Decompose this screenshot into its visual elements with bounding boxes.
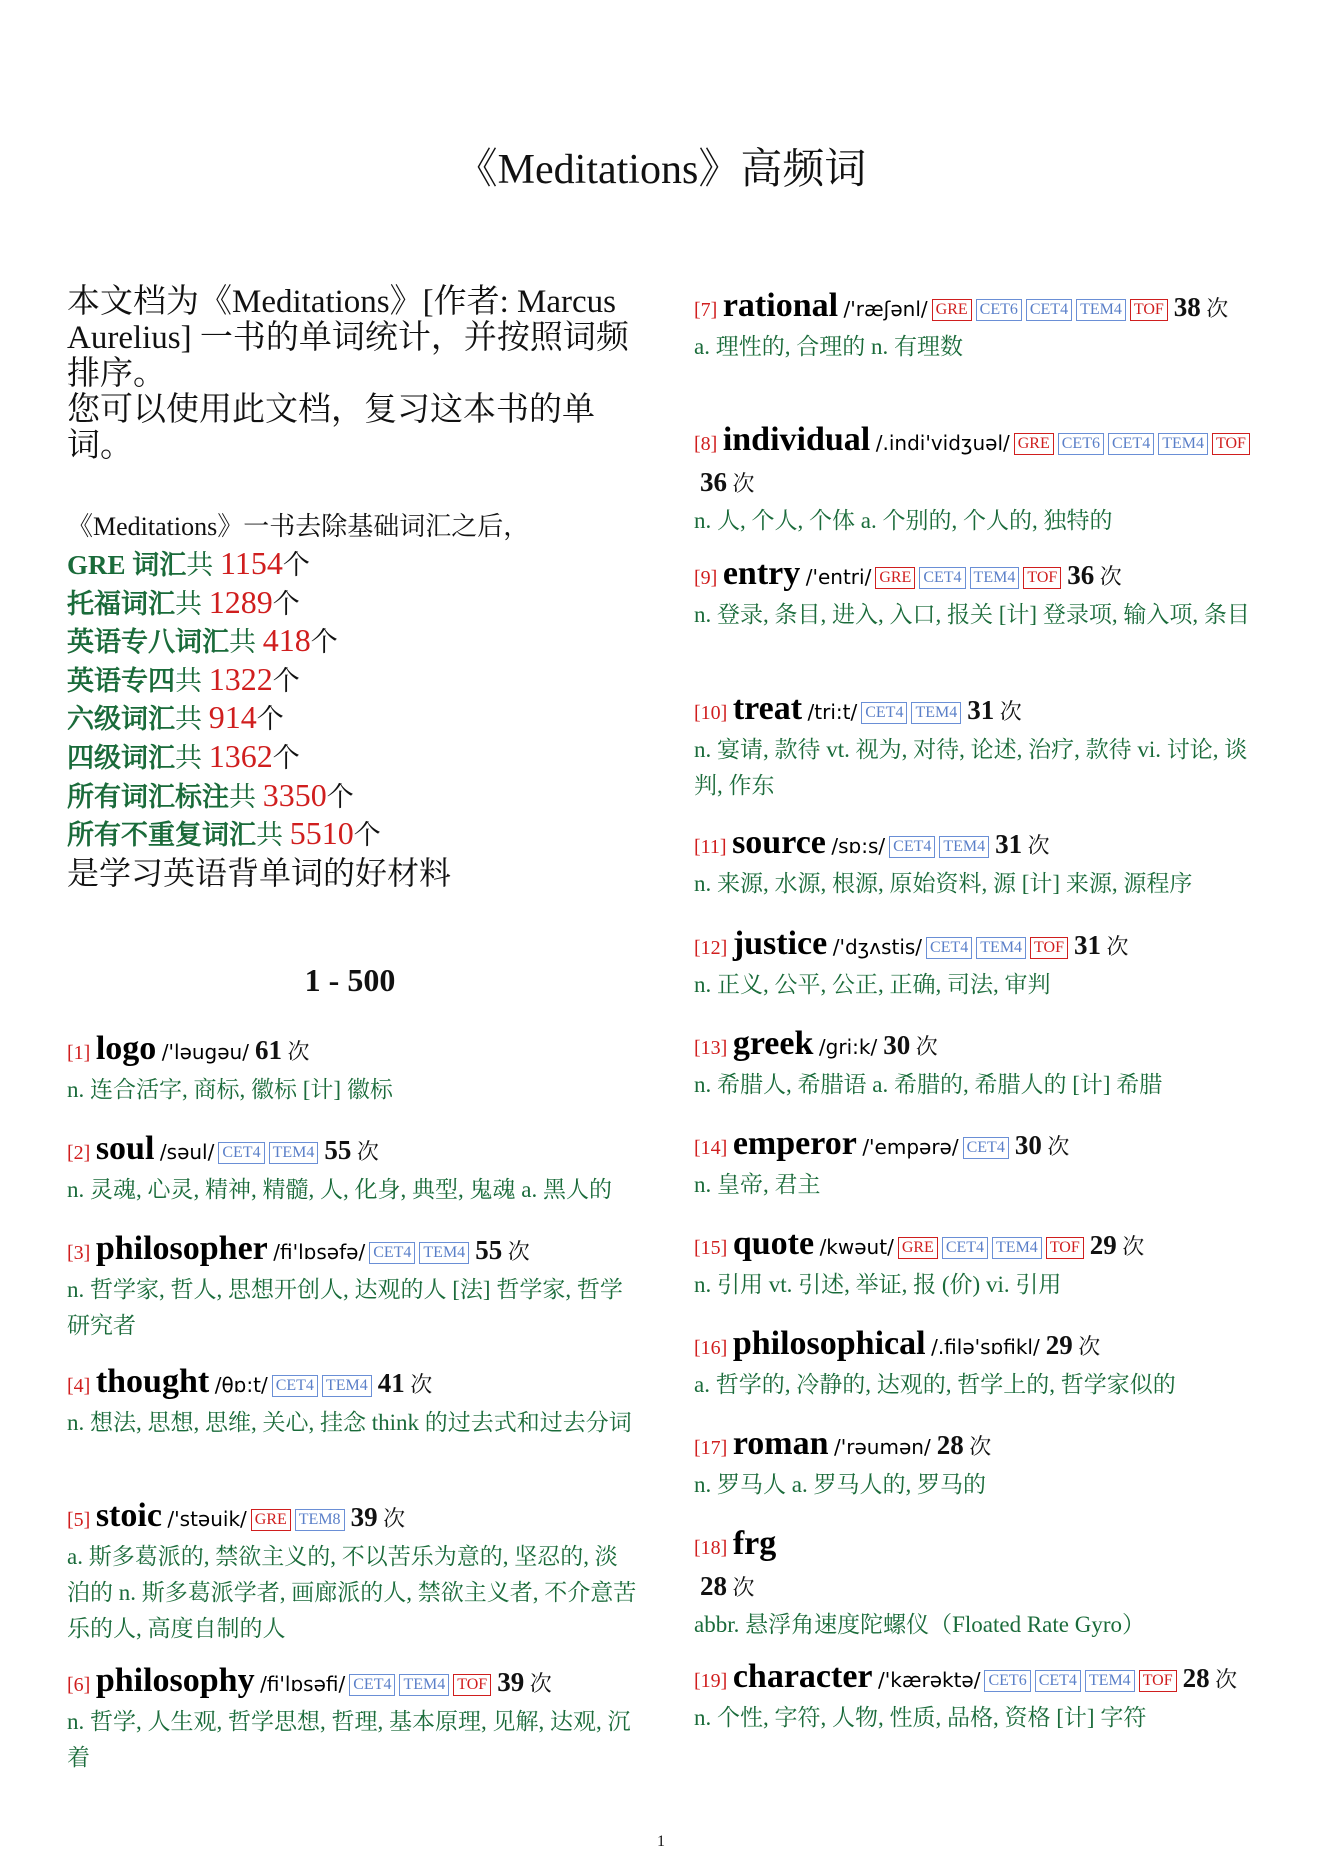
exam-tag: CET4 (1035, 1670, 1081, 1692)
stat-unit: 个 (272, 588, 300, 619)
stat-unit: 个 (256, 704, 284, 735)
stat-row (67, 584, 632, 623)
entry-phonetic: /səul/ (159, 1140, 215, 1164)
exam-tag: TEM4 (399, 1674, 449, 1696)
exam-tag: TEM4 (419, 1242, 469, 1264)
count-suffix: 次 (1100, 934, 1129, 959)
exam-tag: CET6 (1058, 433, 1104, 455)
entry-headline (694, 1325, 1264, 1367)
entry-rank: [16] (694, 1337, 728, 1359)
entry-rank: [4] (67, 1375, 91, 1397)
entry-count: 30 (1014, 1130, 1042, 1160)
entry-word: stoic (95, 1497, 162, 1534)
entry-definition: a. 理性的, 合理的 n. 有理数 (694, 334, 963, 359)
entry-phonetic: /.filə'sɒfikl/ (931, 1335, 1040, 1359)
word-entry (694, 421, 1264, 539)
entry-definition: n. 登录, 条目, 进入, 入口, 报关 [计] 登录项, 输入项, 条目 (694, 602, 1250, 627)
entry-headline (67, 1497, 637, 1539)
entry-phonetic: /kwəut/ (819, 1235, 894, 1259)
count-suffix: 次 (727, 1575, 755, 1600)
entry-word: frg (732, 1525, 777, 1562)
entry-rank: [5] (67, 1509, 91, 1531)
entry-definition: n. 哲学, 人生观, 哲学思想, 哲理, 基本原理, 见解, 达观, 沉着 (67, 1709, 631, 1770)
entry-headline (67, 1030, 637, 1072)
count-suffix: 次 (963, 1434, 992, 1459)
count-suffix: 次 (377, 1506, 406, 1531)
entry-headline (67, 1130, 637, 1172)
entry-phonetic: /'dʒʌstis/ (832, 935, 923, 959)
entry-count: 36 (1067, 560, 1095, 590)
exam-tag: CET6 (976, 299, 1022, 321)
word-entry (694, 1025, 1264, 1103)
entry-definition: a. 哲学的, 冷静的, 达观的, 哲学上的, 哲学家似的 (694, 1372, 1176, 1397)
entry-phonetic: /fi'lɒsəfi/ (260, 1672, 346, 1696)
entry-word: treat (732, 690, 803, 727)
entry-definition: n. 希腊人, 希腊语 a. 希腊的, 希腊人的 [计] 希腊 (694, 1072, 1163, 1097)
stat-label: 托福词汇 (67, 588, 175, 619)
entry-count: 28 (700, 1571, 727, 1601)
entry-headline (694, 925, 1264, 967)
exam-tag: CET4 (942, 1237, 988, 1259)
entry-headline (67, 1662, 637, 1704)
exam-tag: GRE (875, 567, 915, 589)
count-suffix: 次 (524, 1671, 552, 1696)
entry-phonetic: /'stəuik/ (167, 1507, 247, 1531)
entry-phonetic: /'ræʃənl/ (843, 297, 928, 321)
entry-definition: n. 个性, 字符, 人物, 性质, 品格, 资格 [计] 字符 (694, 1705, 1147, 1730)
entry-rank: [18] (694, 1537, 728, 1559)
word-entry (694, 1325, 1264, 1403)
exam-tag: CET4 (272, 1375, 318, 1397)
stat-row (67, 815, 632, 854)
stat-prefix: 共 (175, 742, 209, 773)
stat-prefix: 共 (175, 704, 209, 735)
entry-headline (694, 555, 1264, 597)
stat-count: 1362 (208, 737, 273, 774)
entry-phonetic: /fi'lɒsəfə/ (273, 1240, 366, 1264)
entry-rank: [13] (694, 1037, 728, 1059)
entry-rank: [14] (694, 1137, 728, 1159)
entry-definition: abbr. 悬浮角速度陀螺仪（Floated Rate Gyro） (694, 1612, 1146, 1637)
entry-rank: [6] (67, 1674, 91, 1696)
word-entry (67, 1363, 637, 1441)
entry-definition: n. 人, 个人, 个体 a. 个别的, 个人的, 独特的 (694, 508, 1113, 533)
stat-unit: 个 (272, 742, 300, 773)
stat-row (67, 777, 632, 816)
stat-row (67, 622, 632, 661)
entry-rank: [11] (694, 836, 727, 858)
exam-tag: CET4 (889, 836, 935, 858)
stat-unit: 个 (326, 781, 354, 812)
entry-word: source (732, 824, 826, 861)
exam-tag: TEM8 (295, 1509, 345, 1531)
exam-tag: TOF (1130, 299, 1168, 321)
word-entry (67, 1497, 637, 1647)
count-suffix: 次 (1116, 1234, 1145, 1259)
entry-definition: a. 斯多葛派的, 禁欲主义的, 不以苦乐为意的, 坚忍的, 淡泊的 n. 斯多葛派学者, 画廊派的人, 禁欲主义者, 不介意苦乐的人, 高度自制的人 (67, 1544, 637, 1641)
entry-rank: [1] (67, 1042, 91, 1064)
exam-tag: CET4 (218, 1142, 264, 1164)
exam-tag: TEM4 (911, 702, 961, 724)
count-suffix: 次 (1022, 833, 1050, 858)
intro-paragraph (67, 284, 632, 464)
entry-word: roman (732, 1425, 829, 1462)
page-number: 1 (657, 1833, 665, 1850)
entry-word: entry (722, 555, 801, 592)
exam-tag: GRE (898, 1237, 938, 1259)
entry-headline (694, 1425, 1264, 1467)
word-entry (694, 925, 1264, 1003)
exam-tag: TEM4 (322, 1375, 372, 1397)
count-suffix: 次 (502, 1239, 530, 1264)
stat-label: 六级词汇 (67, 704, 175, 735)
entry-headline (694, 1225, 1264, 1267)
entry-count: 41 (377, 1368, 405, 1398)
exam-tag: TEM4 (939, 836, 989, 858)
word-entry (67, 1662, 637, 1776)
entry-count: 31 (967, 695, 995, 725)
intro-line-1: 本文档为《Meditations》[作者: Marcus Aurelius] 一书的单词统计，并按照词频排序。 (67, 284, 629, 392)
stats-lead: 《Meditations》一书去除基础词汇之后， (67, 512, 530, 541)
entry-phonetic: /'empərə/ (862, 1135, 959, 1159)
exam-tag: CET4 (861, 702, 907, 724)
exam-tag: CET4 (349, 1674, 395, 1696)
entry-word: greek (732, 1025, 814, 1062)
exam-tag: TOF (1139, 1670, 1177, 1692)
word-entry (694, 824, 1264, 902)
stat-count: 1322 (208, 660, 273, 697)
exam-tag: CET4 (963, 1137, 1009, 1159)
stat-label: 英语专八词汇 (67, 627, 229, 658)
exam-tag: CET4 (1108, 433, 1154, 455)
stats-closing: 是学习英语背单词的好材料 (67, 854, 452, 891)
entry-count: 39 (350, 1502, 378, 1532)
entry-word: thought (95, 1363, 210, 1400)
stat-prefix: 共 (175, 588, 209, 619)
entry-definition: n. 来源, 水源, 根源, 原始资料, 源 [计] 来源, 源程序 (694, 871, 1193, 896)
exam-tag: TOF (1023, 567, 1061, 589)
entry-word: emperor (732, 1125, 857, 1162)
entry-phonetic: /θɒ:t/ (214, 1373, 268, 1397)
entry-definition: n. 引用 vt. 引述, 举证, 报 (价) vi. 引用 (694, 1272, 1062, 1297)
vocabulary-stats (67, 509, 632, 892)
entry-headline (694, 1525, 1264, 1607)
entry-rank: [19] (694, 1670, 728, 1692)
exam-tag: TOF (1046, 1237, 1084, 1259)
word-entry (694, 1425, 1264, 1503)
stat-row (67, 699, 632, 738)
entry-word: philosophy (95, 1662, 255, 1699)
exam-tag: GRE (1014, 433, 1054, 455)
entry-phonetic: /'ləugəu/ (161, 1040, 249, 1064)
entry-count: 36 (700, 467, 727, 497)
count-suffix: 次 (910, 1034, 938, 1059)
exam-tag: TOF (453, 1674, 491, 1696)
entry-definition: n. 宴请, 款待 vt. 视为, 对待, 论述, 治疗, 款待 vi. 讨论, 谈判, 作东 (694, 737, 1248, 798)
entry-rank: [2] (67, 1142, 91, 1164)
stat-label: 英语专四 (67, 665, 175, 696)
entry-phonetic: /'kærəktə/ (878, 1668, 981, 1692)
exam-tag: TEM4 (992, 1237, 1042, 1259)
entry-rank: [9] (694, 567, 718, 589)
exam-tag: TOF (1030, 937, 1068, 959)
count-suffix: 次 (1041, 1134, 1070, 1159)
entry-word: individual (722, 421, 871, 458)
entry-headline (67, 1230, 637, 1272)
stat-label: GRE 词汇 (67, 550, 187, 580)
count-suffix: 次 (1072, 1334, 1101, 1359)
stat-row (67, 738, 632, 777)
entry-definition: n. 想法, 思想, 思维, 关心, 挂念 think 的过去式和过去分词 (67, 1410, 632, 1435)
count-suffix: 次 (404, 1372, 433, 1397)
entry-phonetic: /tri:t/ (807, 700, 858, 724)
stat-unit: 个 (310, 627, 338, 658)
page-title: 《Meditations》高频词 (455, 147, 867, 193)
stat-prefix: 共 (186, 550, 221, 580)
count-suffix: 次 (1200, 296, 1229, 321)
count-suffix: 次 (351, 1139, 379, 1164)
stat-unit: 个 (353, 820, 381, 851)
stat-row (67, 661, 632, 700)
entry-definition: n. 正义, 公平, 公正, 正确, 司法, 审判 (694, 972, 1051, 997)
stats-list (67, 545, 632, 854)
entry-word: soul (95, 1130, 155, 1167)
entry-rank: [15] (694, 1237, 728, 1259)
entry-phonetic: /sɒ:s/ (831, 834, 886, 858)
word-entry (694, 1525, 1264, 1643)
entry-count: 38 (1173, 292, 1201, 322)
word-entry (67, 1230, 637, 1344)
stat-unit: 个 (282, 550, 310, 580)
entry-count: 55 (475, 1235, 503, 1265)
entry-headline (694, 1025, 1264, 1067)
exam-tag: CET6 (984, 1670, 1030, 1692)
stat-prefix: 共 (229, 781, 263, 812)
range-header: 1 - 500 (304, 962, 396, 998)
entry-word: philosophical (732, 1325, 926, 1362)
entry-word: justice (732, 925, 828, 962)
stat-count: 1289 (208, 583, 273, 620)
entry-phonetic: /.indi'vidʒuəl/ (875, 431, 1010, 455)
stat-prefix: 共 (175, 665, 209, 696)
entry-count: 28 (936, 1430, 964, 1460)
entry-count: 29 (1089, 1230, 1117, 1260)
entry-count: 55 (324, 1135, 352, 1165)
entry-definition: n. 连合活字, 商标, 徽标 [计] 徽标 (67, 1077, 393, 1102)
entry-rank: [3] (67, 1242, 91, 1264)
entry-count: 29 (1045, 1330, 1073, 1360)
exam-tag: GRE (932, 299, 972, 321)
stat-row (67, 545, 632, 584)
entry-word: character (732, 1658, 873, 1695)
word-entry (694, 1225, 1264, 1303)
exam-tag: CET4 (919, 567, 965, 589)
entry-word: quote (732, 1225, 815, 1262)
entry-headline (694, 1658, 1264, 1700)
stat-label: 四级词汇 (67, 742, 175, 773)
entry-count: 28 (1182, 1663, 1210, 1693)
entry-headline (67, 1363, 637, 1405)
word-entry (694, 555, 1264, 633)
stat-count: 914 (208, 699, 257, 736)
entry-headline (694, 1125, 1264, 1167)
entry-definition: n. 皇帝, 君主 (694, 1172, 821, 1197)
word-entry (67, 1130, 637, 1208)
entry-rank: [7] (694, 299, 718, 321)
exam-tag: TEM4 (970, 567, 1020, 589)
exam-tag: TEM4 (1158, 433, 1208, 455)
entry-headline (694, 824, 1264, 866)
stat-label: 所有词汇标注 (67, 781, 229, 812)
entry-count: 31 (995, 829, 1023, 859)
exam-tag: TEM4 (1076, 299, 1126, 321)
entry-count: 39 (497, 1667, 525, 1697)
entry-headline (694, 287, 1264, 329)
stat-count: 5510 (289, 815, 354, 852)
word-entry (694, 1125, 1264, 1203)
entry-phonetic: /gri:k/ (818, 1035, 878, 1059)
entry-word: rational (722, 287, 839, 324)
word-entry (694, 690, 1264, 804)
entry-headline (694, 690, 1264, 732)
stat-unit: 个 (272, 665, 300, 696)
entry-word: philosopher (95, 1230, 268, 1267)
entry-count: 30 (883, 1030, 911, 1060)
count-suffix: 次 (727, 471, 755, 496)
stat-count: 418 (262, 622, 311, 659)
count-suffix: 次 (1094, 564, 1122, 589)
stat-label: 所有不重复词汇 (67, 820, 256, 851)
exam-tag: GRE (251, 1509, 291, 1531)
entry-count: 61 (254, 1035, 282, 1065)
stat-prefix: 共 (229, 627, 263, 658)
entry-definition: n. 哲学家, 哲人, 思想开创人, 达观的人 [法] 哲学家, 哲学研究者 (67, 1277, 623, 1338)
exam-tag: CET4 (369, 1242, 415, 1264)
count-suffix: 次 (281, 1039, 310, 1064)
exam-tag: CET4 (926, 937, 972, 959)
stat-prefix: 共 (256, 820, 290, 851)
count-suffix: 次 (1209, 1667, 1238, 1692)
exam-tag: TEM4 (269, 1142, 319, 1164)
word-entry (694, 287, 1264, 365)
word-entry (67, 1030, 637, 1108)
exam-tag: TEM4 (976, 937, 1026, 959)
entry-rank: [8] (694, 433, 718, 455)
stat-count: 3350 (262, 776, 327, 813)
entry-definition: n. 灵魂, 心灵, 精神, 精髓, 人, 化身, 典型, 鬼魂 a. 黑人的 (67, 1177, 612, 1202)
entry-definition: n. 罗马人 a. 罗马人的, 罗马的 (694, 1472, 986, 1497)
entry-word: logo (95, 1030, 157, 1067)
entry-phonetic: /'entri/ (805, 565, 872, 589)
exam-tag: TEM4 (1085, 1670, 1135, 1692)
count-suffix: 次 (994, 699, 1022, 724)
entry-count: 31 (1073, 930, 1101, 960)
entry-phonetic: /'rəumən/ (834, 1435, 931, 1459)
entry-rank: [17] (694, 1437, 728, 1459)
entry-headline (694, 421, 1264, 503)
exam-tag: CET4 (1026, 299, 1072, 321)
entry-rank: [10] (694, 702, 728, 724)
entry-rank: [12] (694, 937, 728, 959)
exam-tag: TOF (1212, 433, 1250, 455)
stat-count: 1154 (220, 545, 283, 581)
intro-line-2: 您可以使用此文档，复习这本书的单词。 (67, 392, 595, 464)
word-entry (694, 1658, 1264, 1736)
